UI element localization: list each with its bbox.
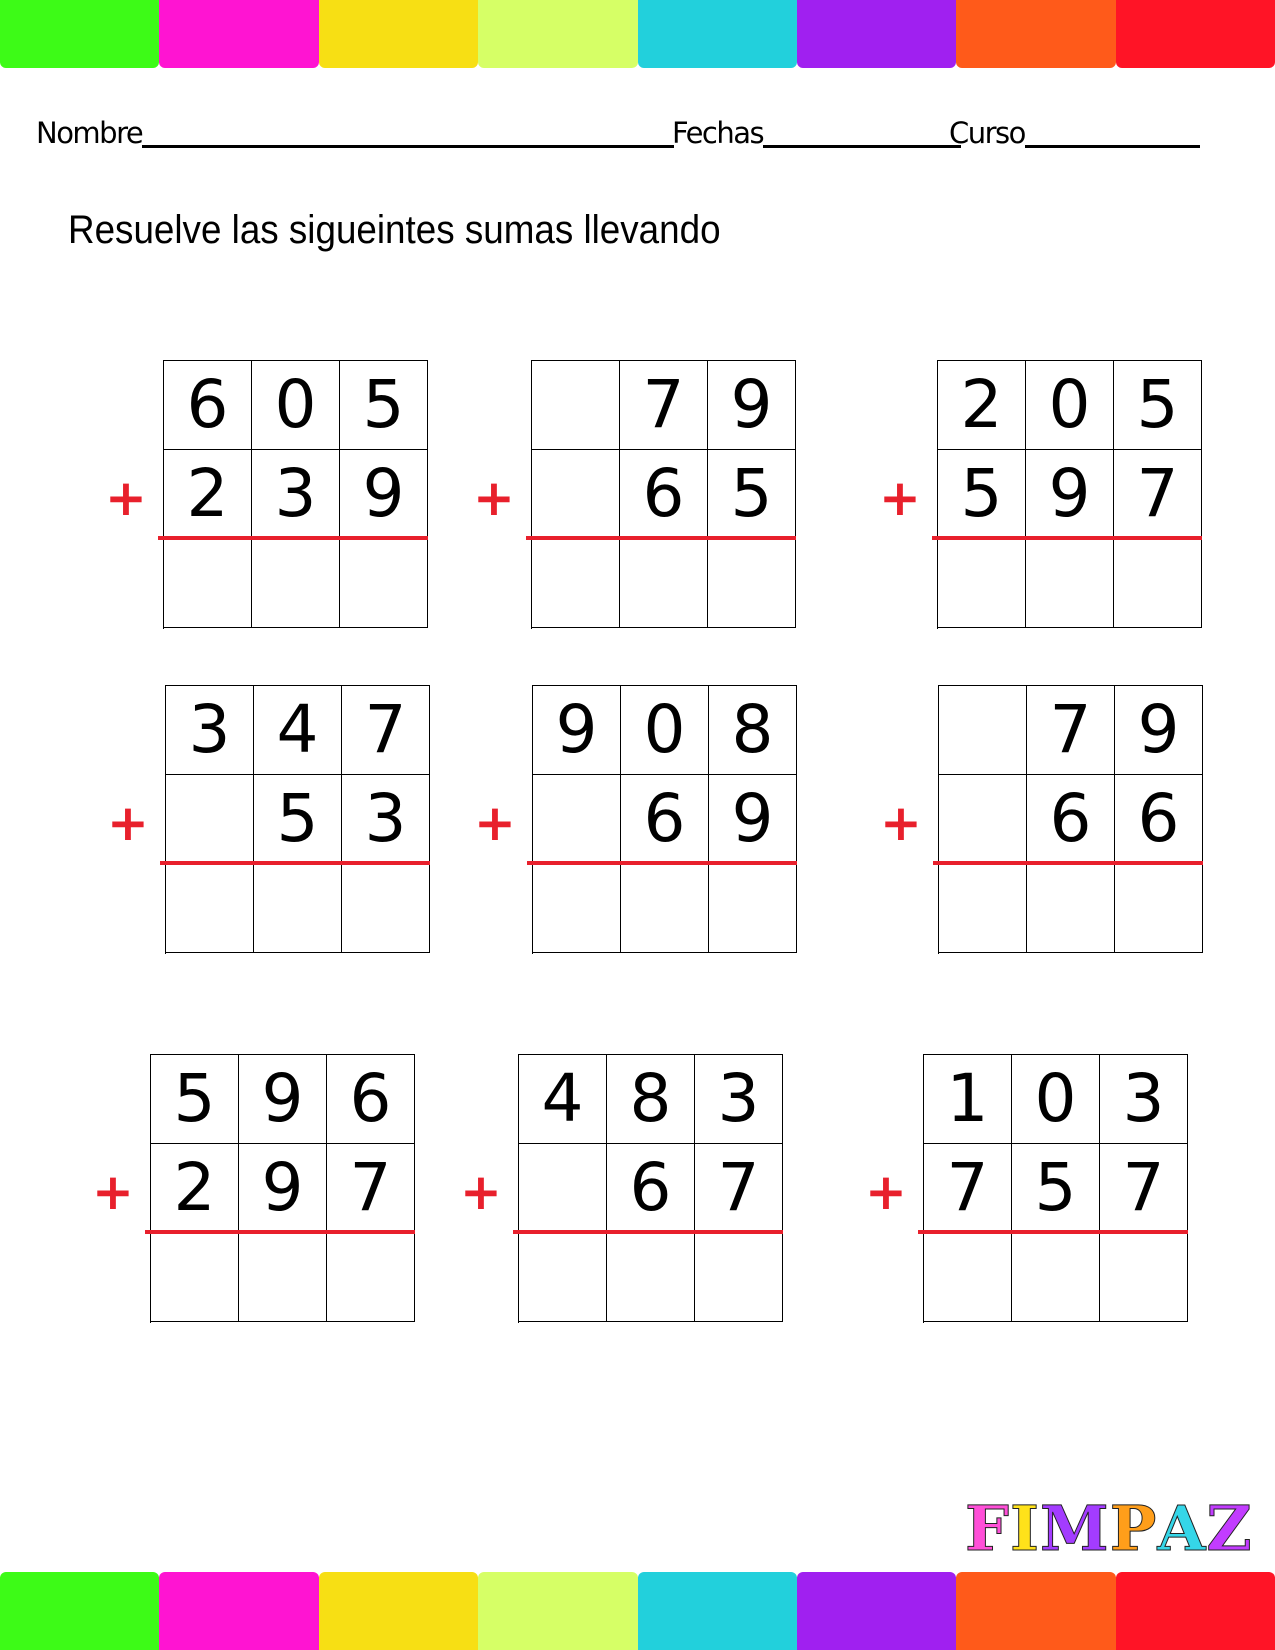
top-digit-cell: 0 bbox=[1026, 361, 1114, 450]
stripe-segment bbox=[319, 0, 478, 68]
sum-line bbox=[158, 536, 428, 540]
stripe-segment bbox=[478, 0, 637, 68]
bottom-digit-cell: 9 bbox=[239, 1144, 327, 1233]
stripe-segment bbox=[478, 1572, 637, 1650]
course-label: Curso bbox=[949, 116, 1025, 150]
top-digit-cell: 9 bbox=[708, 361, 796, 450]
logo-letter: P bbox=[1109, 1492, 1158, 1565]
plus-sign: + bbox=[107, 794, 149, 852]
top-digit-cell: 7 bbox=[342, 686, 430, 775]
date-label: Fechas bbox=[672, 116, 764, 150]
top-color-strip bbox=[0, 0, 1275, 68]
sum-line bbox=[918, 1230, 1188, 1234]
answer-cell[interactable] bbox=[532, 539, 620, 628]
bottom-digit-cell: 5 bbox=[938, 450, 1026, 539]
top-digit-cell: 8 bbox=[607, 1055, 695, 1144]
bottom-digit-cell: 9 bbox=[340, 450, 428, 539]
addition-problem bbox=[879, 360, 1203, 630]
logo-letter: A bbox=[1157, 1492, 1207, 1565]
course-field bbox=[949, 110, 1200, 150]
digit-grid bbox=[938, 685, 1203, 954]
bottom-digit-cell: 7 bbox=[1114, 450, 1202, 539]
top-digit-cell: 4 bbox=[519, 1055, 607, 1144]
top-digit-cell: 5 bbox=[151, 1055, 239, 1144]
name-label: Nombre bbox=[36, 116, 143, 150]
instruction-text: Resuelve las sigueintes sumas llevando bbox=[68, 208, 721, 252]
top-digit-cell: 5 bbox=[340, 361, 428, 450]
name-field bbox=[36, 110, 674, 150]
bottom-digit-cell: 5 bbox=[254, 775, 342, 864]
answer-cell[interactable] bbox=[342, 864, 430, 953]
top-digit-cell: 0 bbox=[252, 361, 340, 450]
sum-line bbox=[526, 536, 796, 540]
top-digit-cell: 2 bbox=[938, 361, 1026, 450]
answer-cell[interactable] bbox=[938, 539, 1026, 628]
answer-cell[interactable] bbox=[519, 1233, 607, 1322]
sum-line bbox=[527, 861, 797, 865]
bottom-digit-cell: 7 bbox=[695, 1144, 783, 1233]
answer-cell[interactable] bbox=[151, 1233, 239, 1322]
answer-cell[interactable] bbox=[708, 539, 796, 628]
top-digit-cell bbox=[532, 361, 620, 450]
stripe-segment bbox=[159, 0, 318, 68]
bottom-digit-cell: 2 bbox=[151, 1144, 239, 1233]
stripe-segment bbox=[956, 0, 1115, 68]
digit-grid bbox=[150, 1054, 415, 1323]
top-digit-cell: 3 bbox=[166, 686, 254, 775]
answer-cell[interactable] bbox=[1027, 864, 1115, 953]
addition-problem bbox=[92, 1054, 416, 1324]
plus-sign: + bbox=[105, 469, 147, 527]
top-digit-cell: 8 bbox=[709, 686, 797, 775]
logo-letter: F bbox=[965, 1492, 1011, 1565]
bottom-digit-cell: 6 bbox=[620, 450, 708, 539]
top-digit-cell: 6 bbox=[327, 1055, 415, 1144]
stripe-segment bbox=[0, 0, 159, 68]
stripe-segment bbox=[1116, 0, 1275, 68]
fimpaz-logo bbox=[965, 1492, 1253, 1565]
logo-letter: Z bbox=[1206, 1492, 1253, 1565]
stripe-segment bbox=[319, 1572, 478, 1650]
digit-grid bbox=[923, 1054, 1188, 1323]
bottom-digit-cell: 7 bbox=[327, 1144, 415, 1233]
top-digit-cell: 0 bbox=[621, 686, 709, 775]
stripe-segment bbox=[797, 1572, 956, 1650]
bottom-digit-cell: 6 bbox=[1027, 775, 1115, 864]
addition-problem bbox=[865, 1054, 1189, 1324]
answer-cell[interactable] bbox=[340, 539, 428, 628]
plus-sign: + bbox=[865, 1163, 907, 1221]
digit-grid bbox=[165, 685, 430, 954]
answer-cell[interactable] bbox=[164, 539, 252, 628]
course-input-line[interactable] bbox=[1025, 145, 1200, 148]
answer-cell[interactable] bbox=[924, 1233, 1012, 1322]
bottom-color-strip bbox=[0, 1572, 1275, 1650]
bottom-digit-cell bbox=[166, 775, 254, 864]
answer-cell[interactable] bbox=[166, 864, 254, 953]
digit-grid bbox=[937, 360, 1202, 629]
bottom-digit-cell: 9 bbox=[1026, 450, 1114, 539]
bottom-digit-cell: 5 bbox=[1012, 1144, 1100, 1233]
top-digit-cell: 3 bbox=[695, 1055, 783, 1144]
bottom-digit-cell: 7 bbox=[924, 1144, 1012, 1233]
plus-sign: + bbox=[474, 794, 516, 852]
top-digit-cell: 9 bbox=[239, 1055, 327, 1144]
plus-sign: + bbox=[92, 1163, 134, 1221]
bottom-digit-cell: 6 bbox=[607, 1144, 695, 1233]
top-digit-cell: 9 bbox=[1115, 686, 1203, 775]
top-digit-cell: 4 bbox=[254, 686, 342, 775]
bottom-digit-cell: 2 bbox=[164, 450, 252, 539]
addition-problem bbox=[474, 685, 798, 955]
answer-cell[interactable] bbox=[621, 864, 709, 953]
digit-grid bbox=[532, 685, 797, 954]
addition-problem bbox=[460, 1054, 784, 1324]
sum-line bbox=[145, 1230, 415, 1234]
top-digit-cell: 7 bbox=[1027, 686, 1115, 775]
bottom-digit-cell: 3 bbox=[342, 775, 430, 864]
addition-problem bbox=[107, 685, 431, 955]
top-digit-cell bbox=[939, 686, 1027, 775]
bottom-digit-cell bbox=[939, 775, 1027, 864]
date-input-line[interactable] bbox=[763, 145, 961, 148]
top-digit-cell: 3 bbox=[1100, 1055, 1188, 1144]
bottom-digit-cell: 6 bbox=[1115, 775, 1203, 864]
stripe-segment bbox=[1116, 1572, 1275, 1650]
date-field bbox=[672, 110, 961, 150]
bottom-digit-cell: 6 bbox=[621, 775, 709, 864]
answer-cell[interactable] bbox=[607, 1233, 695, 1322]
plus-sign: + bbox=[473, 469, 515, 527]
answer-cell[interactable] bbox=[1026, 539, 1114, 628]
digit-grid bbox=[163, 360, 428, 629]
stripe-segment bbox=[0, 1572, 159, 1650]
addition-problem bbox=[880, 685, 1204, 955]
top-digit-cell: 6 bbox=[164, 361, 252, 450]
answer-cell[interactable] bbox=[327, 1233, 415, 1322]
answer-cell[interactable] bbox=[254, 864, 342, 953]
answer-cell[interactable] bbox=[1115, 864, 1203, 953]
top-digit-cell: 7 bbox=[620, 361, 708, 450]
logo-letter: M bbox=[1040, 1492, 1110, 1565]
stripe-segment bbox=[956, 1572, 1115, 1650]
answer-cell[interactable] bbox=[695, 1233, 783, 1322]
student-info-row bbox=[36, 110, 1251, 156]
answer-cell[interactable] bbox=[939, 864, 1027, 953]
plus-sign: + bbox=[460, 1163, 502, 1221]
logo-letter: I bbox=[1010, 1492, 1041, 1565]
stripe-segment bbox=[159, 1572, 318, 1650]
bottom-digit-cell bbox=[519, 1144, 607, 1233]
answer-cell[interactable] bbox=[239, 1233, 327, 1322]
answer-cell[interactable] bbox=[1100, 1233, 1188, 1322]
addition-problem bbox=[473, 360, 797, 630]
sum-line bbox=[932, 536, 1202, 540]
digit-grid bbox=[518, 1054, 783, 1323]
digit-grid bbox=[531, 360, 796, 629]
addition-problem bbox=[105, 360, 429, 630]
stripe-segment bbox=[638, 0, 797, 68]
plus-sign: + bbox=[880, 794, 922, 852]
answer-cell[interactable] bbox=[1114, 539, 1202, 628]
answer-cell[interactable] bbox=[620, 539, 708, 628]
bottom-digit-cell: 9 bbox=[709, 775, 797, 864]
sum-line bbox=[160, 861, 430, 865]
plus-sign: + bbox=[879, 469, 921, 527]
name-input-line[interactable] bbox=[142, 145, 674, 148]
top-digit-cell: 0 bbox=[1012, 1055, 1100, 1144]
stripe-segment bbox=[797, 0, 956, 68]
bottom-digit-cell: 3 bbox=[252, 450, 340, 539]
top-digit-cell: 1 bbox=[924, 1055, 1012, 1144]
top-digit-cell: 9 bbox=[533, 686, 621, 775]
sum-line bbox=[513, 1230, 783, 1234]
answer-cell[interactable] bbox=[533, 864, 621, 953]
bottom-digit-cell: 7 bbox=[1100, 1144, 1188, 1233]
sum-line bbox=[933, 861, 1203, 865]
bottom-digit-cell bbox=[532, 450, 620, 539]
bottom-digit-cell: 5 bbox=[708, 450, 796, 539]
answer-cell[interactable] bbox=[1012, 1233, 1100, 1322]
answer-cell[interactable] bbox=[252, 539, 340, 628]
stripe-segment bbox=[638, 1572, 797, 1650]
answer-cell[interactable] bbox=[709, 864, 797, 953]
bottom-digit-cell bbox=[533, 775, 621, 864]
top-digit-cell: 5 bbox=[1114, 361, 1202, 450]
